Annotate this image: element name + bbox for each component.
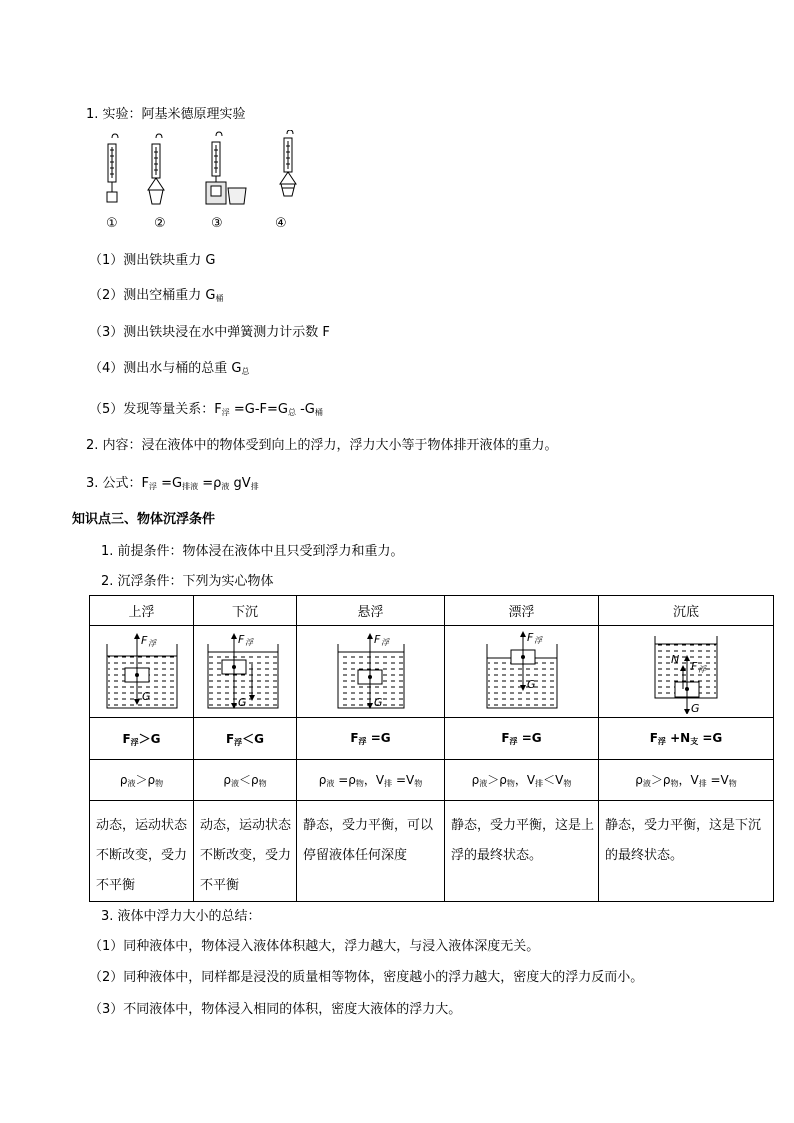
section-heading: 知识点三、物体沉浮条件	[72, 512, 216, 527]
svg-text:浮: 浮	[245, 637, 253, 647]
condition-item: 2. 沉浮条件：下列为实心物体	[101, 574, 274, 589]
desc-suspend: 静态，受力平衡，可以停留液体任何深度	[297, 801, 445, 902]
summary-3: （3）不同液体中，物体浸入相同的体积，密度大液体的浮力大。	[89, 1002, 462, 1017]
figure-rise	[90, 626, 194, 718]
header-rise: 上浮	[90, 596, 194, 626]
svg-text:浮: 浮	[380, 637, 389, 647]
table-force-row	[90, 718, 774, 760]
svg-text:浮: 浮	[147, 638, 156, 648]
figure-label-4: ④	[275, 216, 287, 231]
svg-text:浮: 浮	[698, 664, 706, 674]
svg-text:浮: 浮	[533, 635, 542, 645]
spring-scale-1	[107, 134, 118, 202]
svg-text:F: F	[691, 659, 698, 673]
density-bottom: $\rho_液>\rho_物$，$V_排 =V_物$	[599, 760, 774, 801]
svg-text:F: F	[238, 632, 245, 646]
formula-line: 3. 公式：$F_浮 =G_{排液} =\rho_液$ $gV_排$	[86, 476, 259, 491]
spring-scale-4	[280, 130, 296, 196]
figure-label-2: ②	[154, 216, 166, 231]
svg-text:N: N	[671, 652, 680, 666]
svg-text:G: G	[238, 695, 247, 709]
figure-label-1: ①	[106, 216, 118, 231]
step-4: （4）测出水与桶的总重 $G_总$	[89, 361, 250, 376]
step-1: （1）测出铁块重力 G	[89, 253, 216, 268]
density-rise: $\rho_液>\rho_物$	[90, 760, 194, 801]
force-suspend: $F_浮 =G$	[297, 718, 445, 760]
density-float: $\rho_液>\rho_物$，$V_排<V_物$	[445, 760, 599, 801]
svg-text:G: G	[526, 677, 536, 691]
spring-scale-3	[206, 132, 246, 204]
step-2: （2）测出空桶重力 $G_桶$	[89, 288, 224, 303]
desc-rise: 动态，运动状态不断改变，受力不平衡	[90, 801, 194, 902]
table-density-row	[90, 760, 774, 801]
figure-sink	[194, 626, 297, 718]
force-rise: $F_浮>G$	[90, 718, 194, 760]
figure-label-3: ③	[211, 216, 223, 231]
svg-text:G: G	[141, 689, 151, 703]
figure-bottom	[599, 626, 774, 718]
svg-text:F: F	[526, 630, 533, 644]
step-5: （5）发现等量关系：$F_浮 =G-F=G_总$ $-G_桶$	[89, 402, 323, 417]
density-sink: $\rho_液<\rho_物$	[194, 760, 297, 801]
table-header-row	[90, 596, 774, 626]
step-3: （3）测出铁块浸在水中弹簧测力计示数 F	[89, 325, 330, 340]
header-suspend: 悬浮	[297, 596, 445, 626]
svg-text:G: G	[373, 695, 383, 709]
content-line: 2. 内容：浸在液体中的物体受到向上的浮力，浮力大小等于物体排开液体的重力。	[86, 438, 558, 453]
desc-sink: 动态，运动状态不断改变，受力不平衡	[194, 801, 297, 902]
experiment-figure	[100, 130, 300, 210]
svg-text:F: F	[373, 632, 380, 646]
force-float: $F_浮 =G$	[445, 718, 599, 760]
table-description-row	[90, 801, 774, 902]
density-suspend: $\rho_液 =\rho_物$，$V_排 =V_物$	[297, 760, 445, 801]
svg-text:F: F	[140, 633, 147, 647]
summary-1: （1）同种液体中，物体浸入液体体积越大，浮力越大，与浸入液体深度无关。	[89, 939, 540, 954]
summary-item: 3. 液体中浮力大小的总结：	[101, 909, 261, 924]
force-bottom: $F_浮 +N_支 =G$	[599, 718, 774, 760]
desc-bottom: 静态，受力平衡，这是下沉的最终状态。	[599, 801, 774, 902]
desc-float: 静态，受力平衡，这是上浮的最终状态。	[445, 801, 599, 902]
force-sink: $F_浮<G$	[194, 718, 297, 760]
buoyancy-conditions-table	[89, 595, 774, 902]
figure-float	[445, 626, 599, 718]
figure-suspend	[297, 626, 445, 718]
svg-text:G: G	[691, 701, 700, 714]
experiment-title: 1. 实验：阿基米德原理实验	[86, 107, 246, 122]
header-bottom: 沉底	[599, 596, 774, 626]
header-float: 漂浮	[445, 596, 599, 626]
header-sink: 下沉	[194, 596, 297, 626]
summary-2: （2）同种液体中，同样都是浸没的质量相等物体，密度越小的浮力越大，密度大的浮力反而小。	[89, 970, 644, 985]
premise-item: 1. 前提条件：物体浸在液体中且只受到浮力和重力。	[101, 544, 404, 559]
table-figure-row	[90, 626, 774, 718]
spring-scale-2	[148, 134, 164, 204]
